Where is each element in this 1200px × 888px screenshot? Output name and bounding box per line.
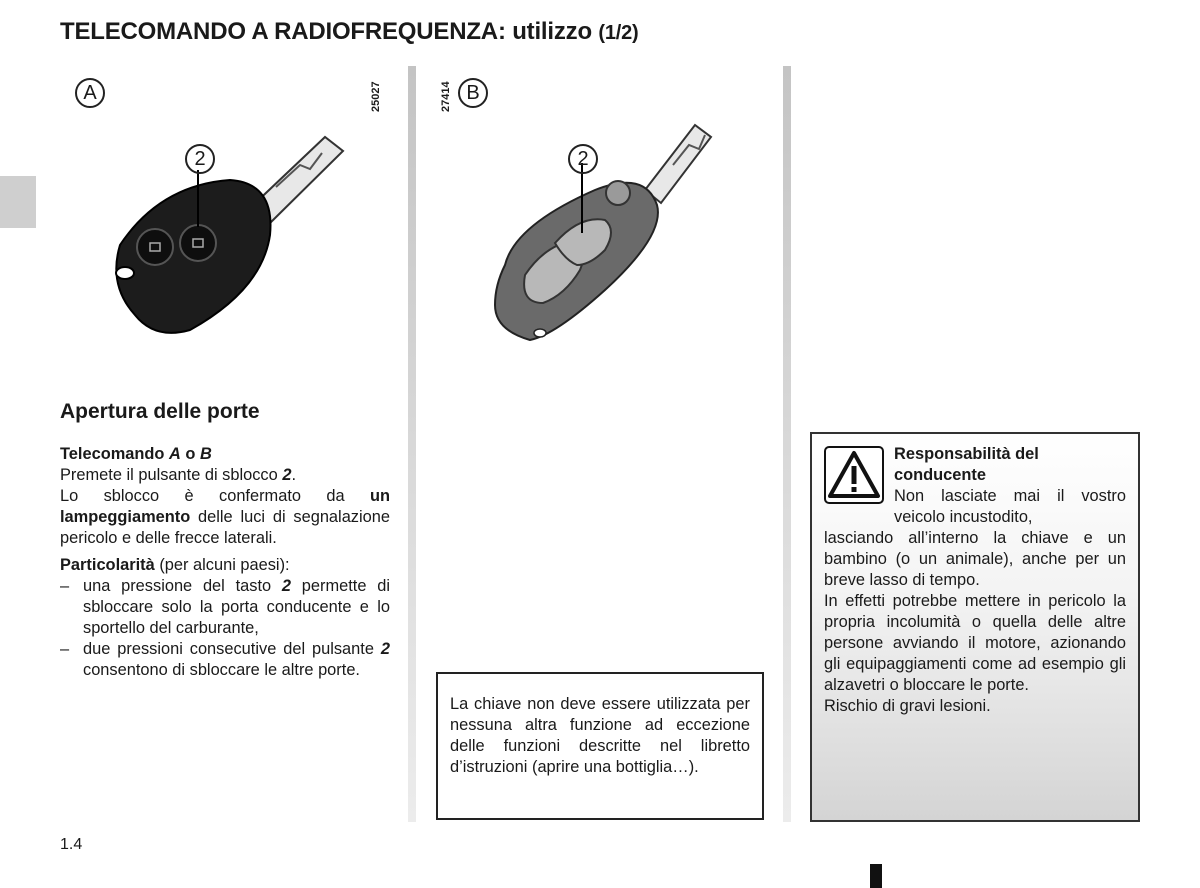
section-body xyxy=(60,444,390,681)
page-edge-mark xyxy=(870,864,882,888)
unlock-instruction-end: . xyxy=(291,466,296,484)
driver-responsibility-warning xyxy=(810,432,1140,822)
remote-a-ref: A xyxy=(169,445,181,463)
key-fob-a-image xyxy=(100,125,360,345)
list-item-text: permette di sbloccare solo la porta conducente e lo sportello del carburante, xyxy=(83,577,390,637)
particularity-line xyxy=(60,555,390,576)
list-item-button-ref: 2 xyxy=(281,577,292,595)
figure-a-callout: 2 xyxy=(185,144,215,174)
unlock-confirmation-bold: un lampeggiamento xyxy=(60,487,390,526)
unlock-instruction xyxy=(60,465,390,486)
list-dash: – xyxy=(60,577,70,595)
key-usage-note-text: La chiave non deve essere utilizzata per nessuna altra funzione ad eccezione delle funzioni descritte nel libretto d’istruzioni (aprire una bottiglia…). xyxy=(450,695,750,776)
warning-line-3: In effetti potrebbe mettere in pericolo la propria incolumità o quella delle altre persone avviando il motore, azionando gli equipaggiamenti come ad esempio gli alzavetri o bloccare le porte. xyxy=(824,592,1126,694)
figure-b-callout: 2 xyxy=(568,144,598,174)
chapter-tab xyxy=(0,176,36,228)
list-item xyxy=(60,576,390,639)
unlock-button-ref: 2 xyxy=(282,466,292,484)
key-fob-b-image xyxy=(485,115,725,355)
list-item-button-ref: 2 xyxy=(380,640,390,658)
list-item-text: consentono di sbloccare le altre porte. xyxy=(83,661,360,679)
page-title-part: (1/2) xyxy=(598,22,639,44)
list-dash: – xyxy=(60,640,70,658)
page-number: 1.4 xyxy=(60,836,83,853)
warning-line-4: Rischio di gravi lesioni. xyxy=(824,697,991,715)
list-item-text: una pressione del tasto xyxy=(83,577,272,595)
unlock-confirmation xyxy=(60,486,390,549)
remote-b-ref: B xyxy=(199,445,212,463)
unlock-instruction-text: Premete il pulsante di sblocco xyxy=(60,466,278,484)
warning-body xyxy=(824,486,1126,717)
page-title xyxy=(60,18,639,46)
particularity-note: (per alcuni paesi): xyxy=(159,556,290,574)
particularity-label: Particolarità xyxy=(60,556,155,574)
remote-or: o xyxy=(185,445,196,463)
warning-triangle-icon xyxy=(824,446,884,504)
unlock-confirmation-post: delle luci di segnalazione pericolo e delle frecce laterali. xyxy=(60,508,390,547)
figure-b-label: B xyxy=(458,78,488,108)
figure-b-code: 27414 xyxy=(440,81,452,112)
list-item-text: due pressioni consecutive del pulsante xyxy=(83,640,374,658)
remote-subheading xyxy=(60,444,390,465)
list-item xyxy=(60,639,390,681)
figure-a-code: 25027 xyxy=(370,81,382,112)
warning-line-1: Non lasciate mai il vostro veicolo incustodito, xyxy=(894,487,1126,526)
column-divider-right xyxy=(783,66,791,822)
remote-label: Telecomando xyxy=(60,445,165,463)
key-usage-note xyxy=(436,672,764,820)
column-divider-left xyxy=(408,66,416,822)
unlock-confirmation-pre: Lo sblocco è confermato da xyxy=(60,487,345,505)
warning-title: Responsabilità del conducente xyxy=(894,445,1039,484)
figure-a-label: A xyxy=(75,78,105,108)
warning-line-2: lasciando all’interno la chiave e un bambino (o un animale), anche per un breve lasso di tempo. xyxy=(824,529,1126,589)
section-heading: Apertura delle porte xyxy=(60,400,260,423)
particularity-list xyxy=(60,576,390,681)
page-title-main: TELECOMANDO A RADIOFREQUENZA: utilizzo xyxy=(60,18,592,45)
